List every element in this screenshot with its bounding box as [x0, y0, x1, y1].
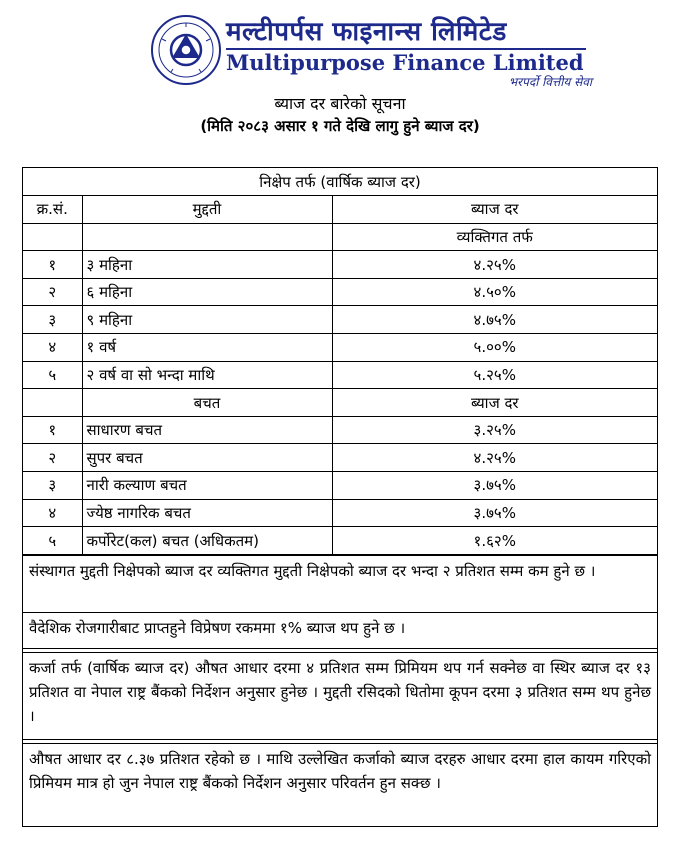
- table-row: [23, 361, 657, 389]
- row-sn: ४: [23, 499, 82, 527]
- row-saving: सुपर बचत: [82, 444, 332, 472]
- table-row: [23, 306, 657, 334]
- row-rate: ३.७५%: [332, 499, 657, 527]
- sub-header-individual: व्यक्तिगत तर्फ: [332, 223, 657, 251]
- table-row: [23, 278, 657, 306]
- row-term: ६ महिना: [82, 278, 332, 306]
- row-rate: ४.७५%: [332, 306, 657, 334]
- saving-header: बचत: [82, 389, 332, 417]
- saving-header-row: [23, 389, 657, 417]
- empty-cell: [82, 223, 332, 251]
- row-sn: २: [23, 278, 82, 306]
- table-row: [23, 334, 657, 362]
- notice-subtitle: (मिति २०८३ असार १ गते देखि लागु हुने ब्याज दर): [200, 117, 480, 135]
- table-row: [23, 416, 657, 444]
- company-tagline: भरपर्दो वित्तीय सेवा: [508, 75, 592, 89]
- col-header-term: मुद्दती: [82, 196, 332, 224]
- row-sn: ३: [23, 472, 82, 500]
- deposit-section-title: निक्षेप तर्फ (वार्षिक ब्याज दर): [23, 168, 657, 196]
- row-saving: नारी कल्याण बचत: [82, 472, 332, 500]
- row-sn: ३: [23, 306, 82, 334]
- row-saving: ज्येष्ठ नागरिक बचत: [82, 499, 332, 527]
- table-row: [23, 251, 657, 279]
- row-term: १ वर्ष: [82, 334, 332, 362]
- row-rate: ४.५०%: [332, 278, 657, 306]
- row-sn: १: [23, 251, 82, 279]
- row-rate: १.६२%: [332, 527, 657, 555]
- row-rate: ३.२५%: [332, 416, 657, 444]
- row-saving: कर्पोरेट(कल) बचत (अधिकतम): [82, 527, 332, 555]
- row-term: ३ महिना: [82, 251, 332, 279]
- row-sn: २: [23, 444, 82, 472]
- row-saving: साधारण बचत: [82, 416, 332, 444]
- row-rate: ४.२५%: [332, 444, 657, 472]
- column-header-row: [23, 196, 657, 224]
- base-rate-note: औषत आधार दर ८.३७ प्रतिशत रहेको छ । माथि उल्लेखित कर्जाको ब्याज दरहरु आधार दरमा हाल कायम गरिएको प्रिमियम मात्र हो जुन नेपाल राष्ट्र बैंकको निर्देशन अनुसार परिवर्तन हुन सक्छ ।: [23, 743, 657, 829]
- row-rate: ३.७५%: [332, 472, 657, 500]
- company-name-english: Multipurpose Finance Limited: [226, 50, 584, 75]
- table-row: [23, 499, 657, 527]
- col-header-rate: ब्याज दर: [332, 196, 657, 224]
- empty-cell: [23, 223, 82, 251]
- interest-rate-notice: [22, 167, 658, 827]
- institutional-deposit-note: संस्थागत मुद्दती निक्षेपको ब्याज दर व्यक्तिगत मुद्दती निक्षेपको ब्याज दर भन्दा २ प्रतिशत सम्म कम हुने छ ।: [23, 555, 657, 612]
- row-sn: ५: [23, 527, 82, 555]
- empty-cell: [23, 389, 82, 417]
- row-sn: ४: [23, 334, 82, 362]
- row-rate: ५.००%: [332, 334, 657, 362]
- row-rate: ५.२५%: [332, 361, 657, 389]
- col-header-sn: क्र.सं.: [23, 196, 82, 224]
- table-row: [23, 527, 657, 555]
- section-header-row: [23, 168, 657, 196]
- deposit-rate-table: [23, 168, 657, 555]
- row-term: २ वर्ष वा सो भन्दा माथि: [82, 361, 332, 389]
- company-seal-logo: [150, 14, 222, 86]
- row-sn: १: [23, 416, 82, 444]
- table-row: [23, 444, 657, 472]
- row-rate: ४.२५%: [332, 251, 657, 279]
- letterhead: [0, 0, 680, 90]
- table-row: [23, 472, 657, 500]
- saving-rate-header: ब्याज दर: [332, 389, 657, 417]
- row-sn: ५: [23, 361, 82, 389]
- loan-rate-note: कर्जा तर्फ (वार्षिक ब्याज दर) औषत आधार दरमा ४ प्रतिशत सम्म प्रिमियम थप गर्न सक्नेछ वा स्थिर ब्याज दर १३ प्रतिशत वा नेपाल राष्ट्र बैंकको निर्देशन अनुसार हुनेछ । मुद्दती रसिदको धितोमा कूपन दरमा ३ प्रतिशत सम्म थप हुनेछ ।: [23, 652, 657, 739]
- sub-header-row: [23, 223, 657, 251]
- remittance-note: वैदेशिक रोजगारीबाट प्राप्तहुने विप्रेषण रकममा १% ब्याज थप हुने छ ।: [23, 612, 657, 648]
- company-name-nepali: मल्टीपर्पस फाइनान्स लिमिटेड: [226, 17, 507, 47]
- row-term: ९ महिना: [82, 306, 332, 334]
- notice-title: ब्याज दर बारेको सूचना: [274, 94, 406, 113]
